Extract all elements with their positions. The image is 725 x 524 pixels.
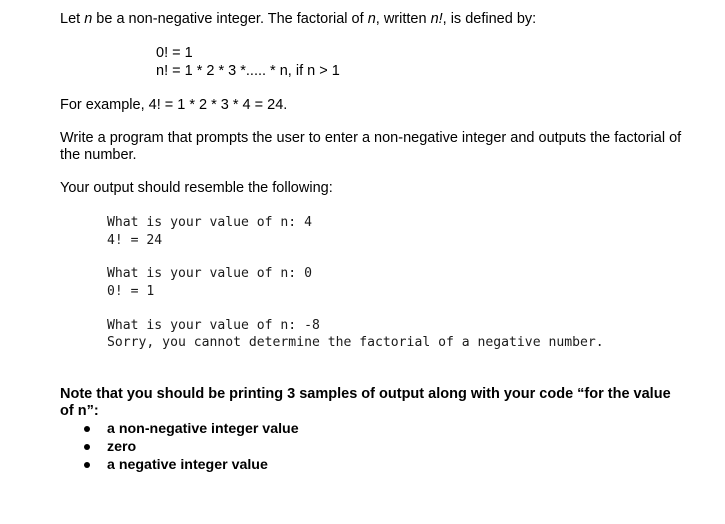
sample-result: Sorry, you cannot determine the factorial of a negative number.	[107, 335, 604, 350]
bullet-icon	[84, 444, 90, 450]
list-item	[84, 438, 299, 456]
list-item-label: a non-negative integer value	[107, 421, 299, 437]
sample-prompt: What is your value of n: 0	[107, 266, 312, 281]
intro-suffix: , is defined by:	[442, 11, 537, 27]
requirement-list	[84, 420, 299, 474]
intro-var-n: n	[84, 11, 93, 27]
definition-general-case: n! = 1 * 2 * 3 *..... * n, if n > 1	[156, 63, 340, 79]
intro-var-n-factorial: n!	[430, 11, 443, 27]
sample-result: 4! = 24	[107, 233, 163, 248]
intro-prefix: Let	[60, 11, 85, 27]
list-item-label: zero	[107, 439, 137, 455]
intro-paragraph	[60, 11, 536, 28]
list-item	[84, 420, 299, 438]
sample-result: 0! = 1	[107, 284, 155, 299]
intro-written: , written	[375, 11, 431, 27]
sample-prompt: What is your value of n: -8	[107, 318, 320, 333]
intro-middle: be a non-negative integer. The factorial of	[92, 11, 368, 27]
list-item	[84, 456, 299, 474]
example-text: For example, 4! = 1 * 2 * 3 * 4 = 24.	[60, 97, 288, 113]
sample-prompt: What is your value of n: 4	[107, 215, 312, 230]
intro-var-n-second: n	[367, 11, 376, 27]
task-description: Write a program that prompts the user to enter a non-negative integer and outputs the factorial of the number.	[60, 130, 682, 163]
bullet-icon	[84, 426, 90, 432]
note-text: Note that you should be printing 3 samples of output along with your code “for the value of n”:	[60, 386, 671, 419]
resemble-text: Your output should resemble the following:	[60, 180, 333, 196]
definition-base-case: 0! = 1	[156, 45, 193, 61]
list-item-label: a negative integer value	[107, 457, 268, 473]
bullet-icon	[84, 462, 90, 468]
